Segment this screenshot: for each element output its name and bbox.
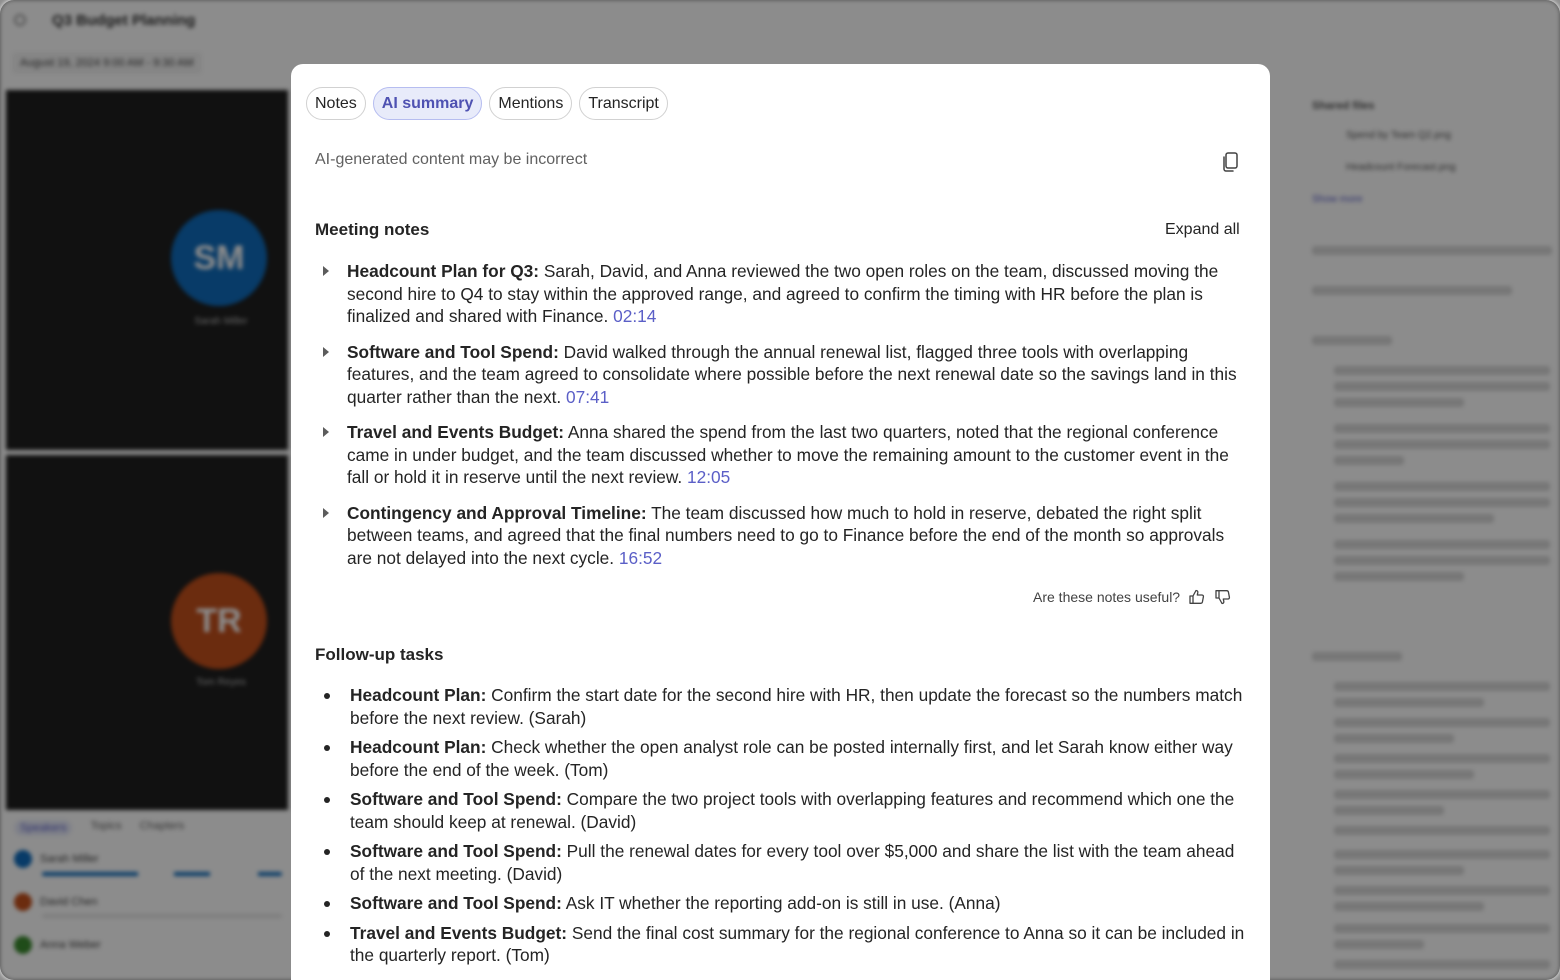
task-topic: Software and Tool Spend: [350,841,562,861]
task-topic: Headcount Plan: [350,737,487,757]
thumbs-down-icon[interactable] [1214,588,1232,606]
tab-mentions[interactable]: Mentions [489,87,572,120]
thumbs-up-icon[interactable] [1188,588,1206,606]
participant-name: Tom Reyes [195,677,246,688]
bg-tab: Speakers [14,820,72,836]
chevron-right-icon[interactable] [323,266,329,276]
task-text: Confirm the start date for the second hire with HR, then update the forecast so the numbers match before the next review. (Sarah) [350,685,1243,728]
follow-up-tasks-title: Follow-up tasks [315,645,444,664]
chevron-right-icon[interactable] [323,427,329,437]
meeting-title: Q3 Budget Planning [52,11,196,29]
follow-up-tasks-list [315,684,1245,974]
task-topic: Headcount Plan: [350,685,487,705]
bg-tab: Chapters [139,820,185,832]
file-name: Spend by Team Q2.png [1346,130,1451,141]
timestamp-link[interactable]: 07:41 [566,386,610,407]
file-name: Headcount Forecast.png [1346,162,1456,173]
list-item [315,502,1245,570]
bullet [324,849,330,855]
feedback-question: Are these notes useful? [1033,589,1181,605]
note-text: The team discussed how much to hold in reserve, debated the right split between teams, and agreed that the final numbers need to go to Finance before the end of the month so approvals are not delayed into the next cycle. [347,502,1225,568]
list-item [315,922,1245,967]
speaker-name: Sarah Miller [40,853,99,865]
list-item [315,260,1245,328]
bg-tab: Topics [90,820,122,832]
meeting-date: August 19, 2024 9:00 AM - 9:30 AM [12,52,202,74]
show-more-link: Show more [1312,194,1363,205]
note-text: Sarah, David, and Anna reviewed the two open roles on the team, discussed moving the second hire to Q4 to stay within the approved range, and agreed to confirm the timing with HR before the plan is finalized and shared with Finance. [347,261,1219,326]
task-text: Pull the renewal dates for every tool over $5,000 and share the list with the team ahead of the next meeting. (David) [350,841,1235,884]
shared-files-title: Shared files [1312,100,1375,112]
task-topic: Travel and Events Budget: [350,922,568,943]
speaker-name: Anna Weber [40,939,101,951]
bullet [324,901,330,907]
ai-disclaimer: AI-generated content may be incorrect [315,151,588,168]
avatar: SM [171,210,267,306]
note-topic: Travel and Events Budget: [347,422,565,442]
copy-icon[interactable] [1220,150,1242,174]
list-item [315,341,1245,409]
note-topic: Headcount Plan for Q3: [347,261,540,281]
note-text: David walked through the annual renewal list, flagged three tools with overlapping features, and the team agreed to consolidate where possible before the next renewal date so the savings land in this quarter rather than the next. [347,341,1237,407]
timestamp-link[interactable]: 02:14 [613,306,657,326]
tab-notes[interactable]: Notes [306,87,366,120]
list-item [315,684,1245,729]
participant-name: Sarah Miller [194,316,248,327]
ai-summary-dialog [291,64,1270,980]
chevron-right-icon[interactable] [323,508,329,518]
note-text: Anna shared the spend from the last two quarters, noted that the regional conference came in under budget, and the team discussed whether to move the remaining amount to the customer event in the fall or hold it in reserve until the next review. [347,422,1229,487]
list-item [315,421,1245,489]
task-topic: Software and Tool Spend: [350,789,562,809]
speaker-name: David Chen [40,896,98,908]
bullet [324,745,330,751]
tab-transcript[interactable]: Transcript [579,87,668,120]
expand-all-button[interactable]: Expand all [1165,221,1240,238]
note-topic: Contingency and Approval Timeline: [347,502,647,523]
task-text: Send the final cost summary for the regional conference to Anna so it can be included in the quarterly report. (Tom) [350,922,1245,965]
list-item [315,892,1245,915]
task-text: Check whether the open analyst role can be posted internally first, and let Sarah know either way before the end of the week. (Tom) [350,737,1233,780]
note-topic: Software and Tool Spend: [347,341,559,362]
list-item [315,788,1245,833]
task-text: Ask IT whether the reporting add-on is still in use. (Anna) [561,893,1001,913]
task-text: Compare the two project tools with overlapping features and recommend which one the team should keep at renewal. (David) [350,789,1235,832]
list-item [315,736,1245,781]
bullet [324,797,330,803]
timestamp-link[interactable]: 16:52 [618,547,663,568]
meeting-notes-list [315,260,1245,582]
summary-tabs [306,87,668,120]
list-item [315,840,1245,885]
task-topic: Software and Tool Spend: [350,893,562,913]
meeting-notes-title: Meeting notes [315,220,430,239]
notes-feedback [1033,588,1232,606]
bullet [324,931,330,937]
tab-ai-summary[interactable]: AI summary [373,87,483,120]
chevron-right-icon[interactable] [323,347,329,357]
bullet [324,693,330,699]
timestamp-link[interactable]: 12:05 [687,467,731,487]
avatar: TR [171,573,267,669]
